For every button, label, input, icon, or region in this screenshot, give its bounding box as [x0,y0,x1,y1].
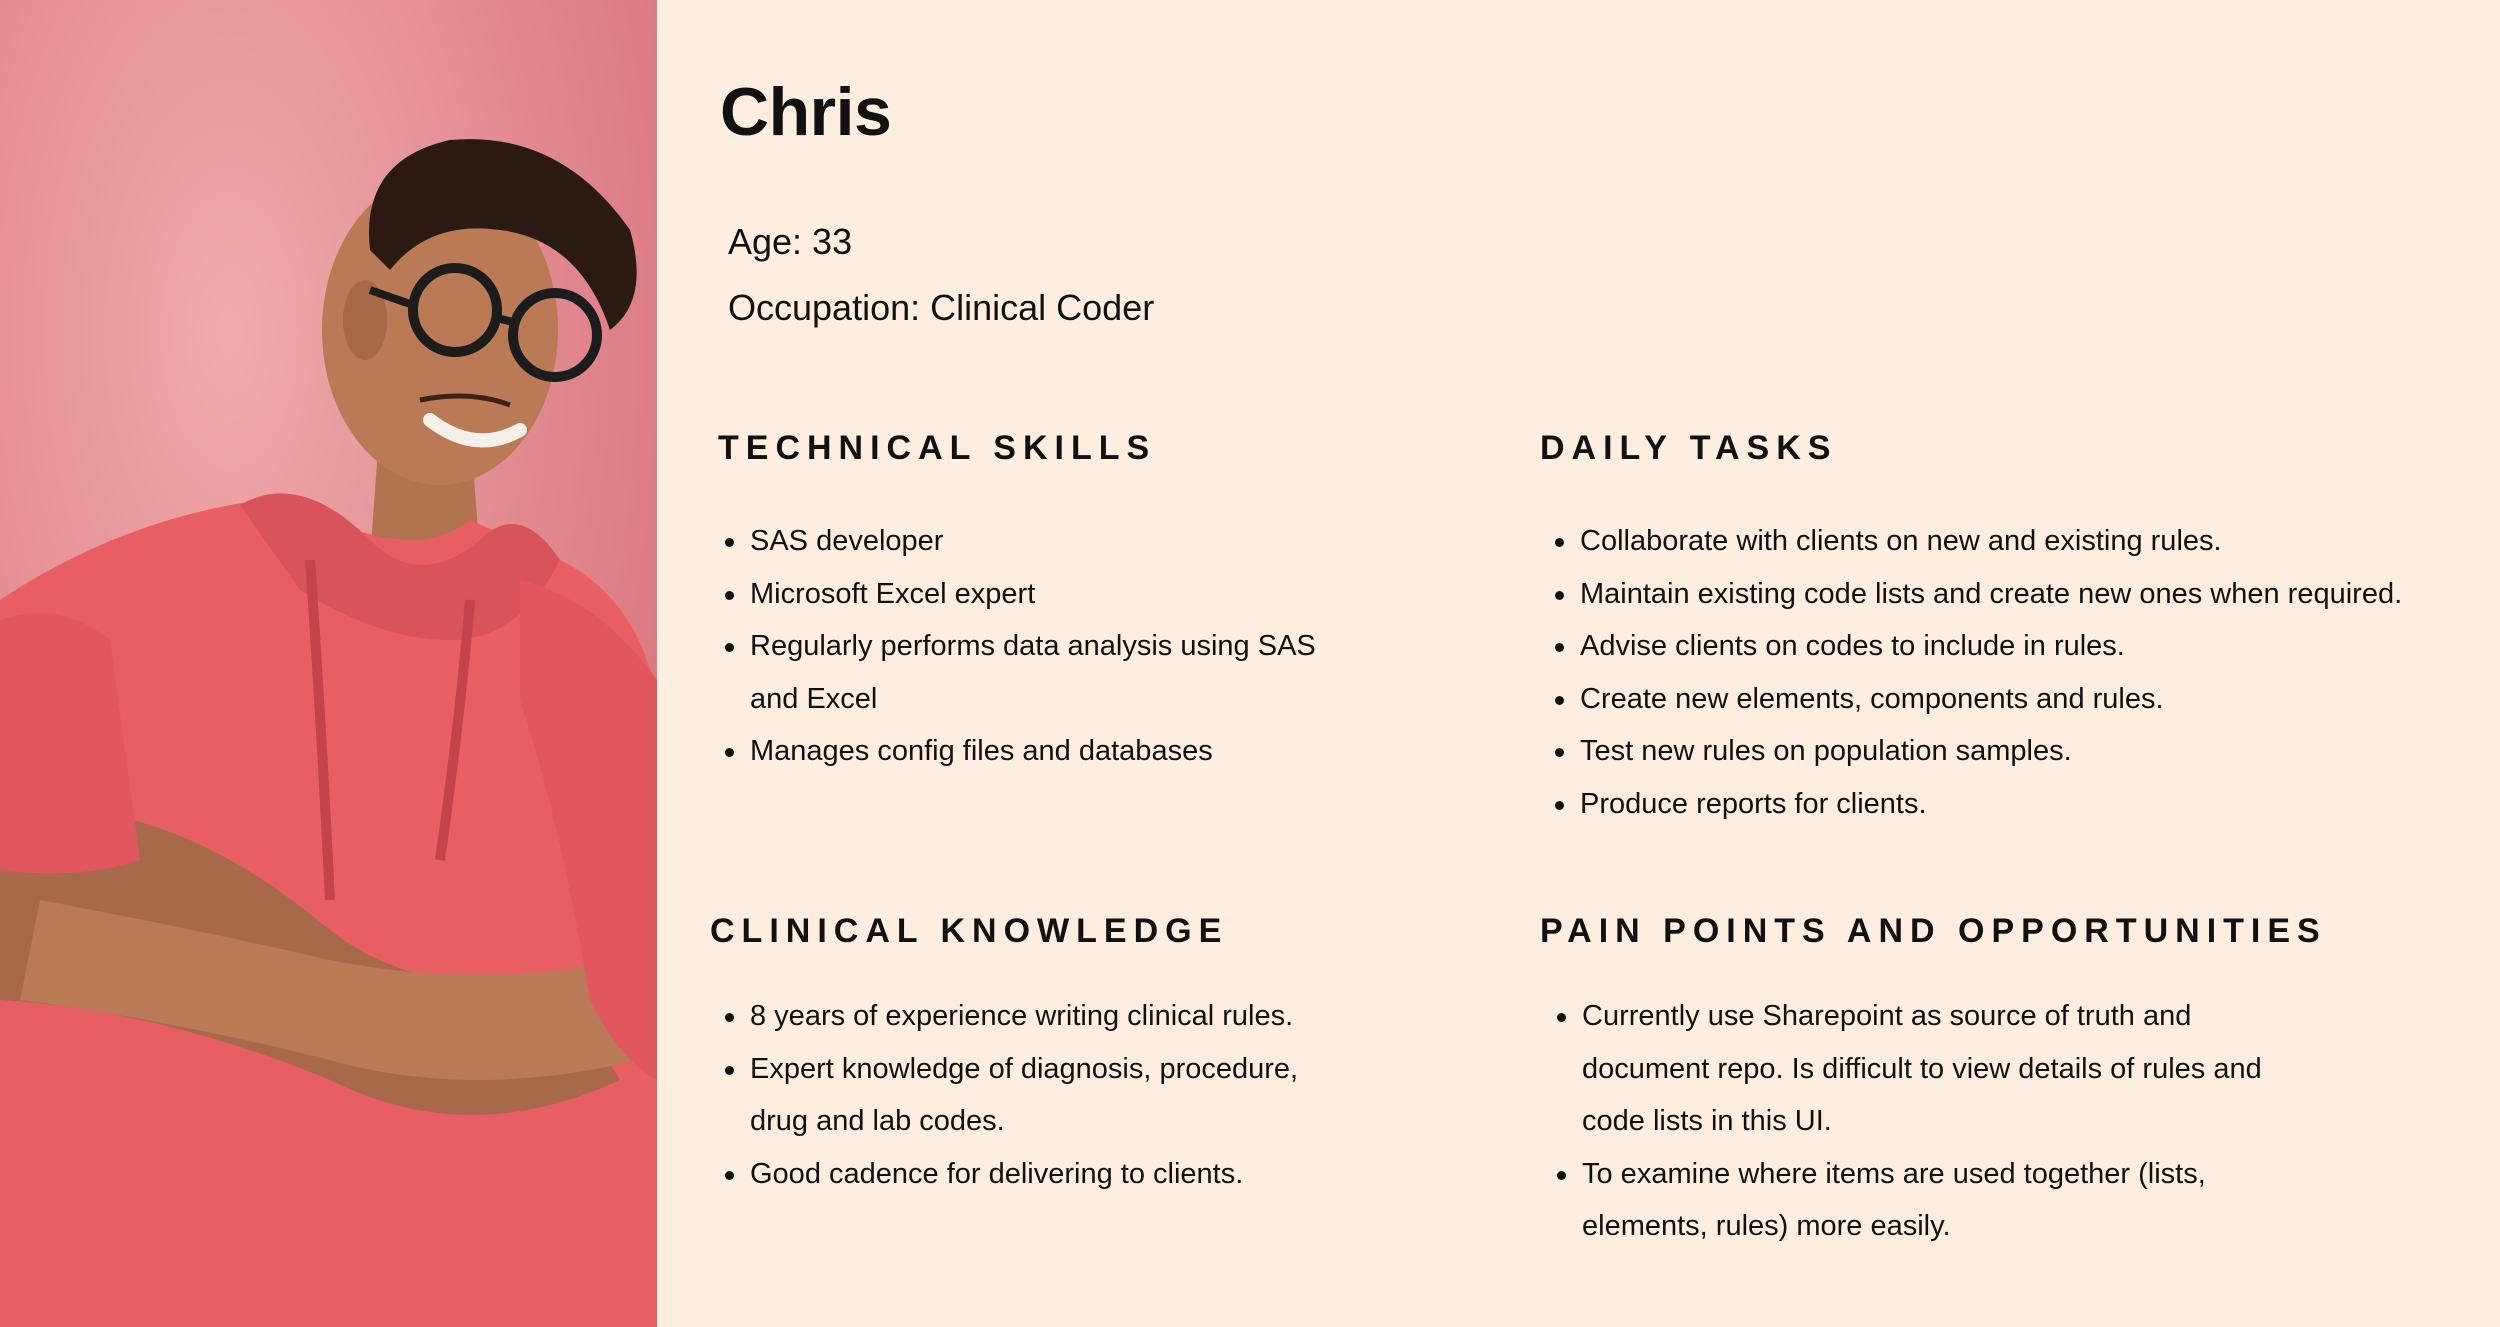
section-technical-skills [718,431,1316,778]
list-item: Create new elements, components and rules. [1580,673,2402,726]
list-item: Microsoft Excel expert [750,568,1316,621]
list-daily-tasks [1580,515,2402,830]
list-item: Good cadence for delivering to clients. [750,1148,1298,1201]
persona-age: Age: 33 [728,221,853,262]
section-title-pain-points: PAIN POINTS AND OPPORTUNITIES [1540,912,2327,950]
list-item: Currently use Sharepoint as source of truth and document repo. Is difficult to view details of rules and code lists in this UI. [1582,990,2327,1148]
section-clinical-knowledge [710,914,1298,1200]
list-pain-points [1582,990,2327,1253]
list-item: 8 years of experience writing clinical rules. [750,990,1298,1043]
persona-portrait-illustration [0,0,657,1327]
section-pain-points [1540,914,2327,1253]
section-daily-tasks [1540,431,2402,830]
list-item: SAS developer [750,515,1316,568]
list-item: Regularly performs data analysis using SAS and Excel [750,620,1316,725]
list-item: Collaborate with clients on new and existing rules. [1580,515,2402,568]
list-item: Expert knowledge of diagnosis, procedure, drug and lab codes. [750,1043,1298,1148]
list-item: Produce reports for clients. [1580,778,2402,831]
section-title-technical-skills: TECHNICAL SKILLS [718,429,1157,467]
section-title-clinical-knowledge: CLINICAL KNOWLEDGE [710,912,1229,950]
list-item: Test new rules on population samples. [1580,725,2402,778]
list-item: Manages config files and databases [750,725,1316,778]
persona-name: Chris [720,74,892,150]
persona-photo [0,0,657,1327]
list-clinical-knowledge [750,990,1298,1200]
section-title-daily-tasks: DAILY TASKS [1540,429,1838,467]
list-item: Maintain existing code lists and create new ones when required. [1580,568,2402,621]
persona-occupation: Occupation: Clinical Coder [728,287,1155,328]
list-technical-skills [750,515,1316,778]
list-item: Advise clients on codes to include in rules. [1580,620,2402,673]
list-item: To examine where items are used together (lists, elements, rules) more easily. [1582,1148,2327,1253]
